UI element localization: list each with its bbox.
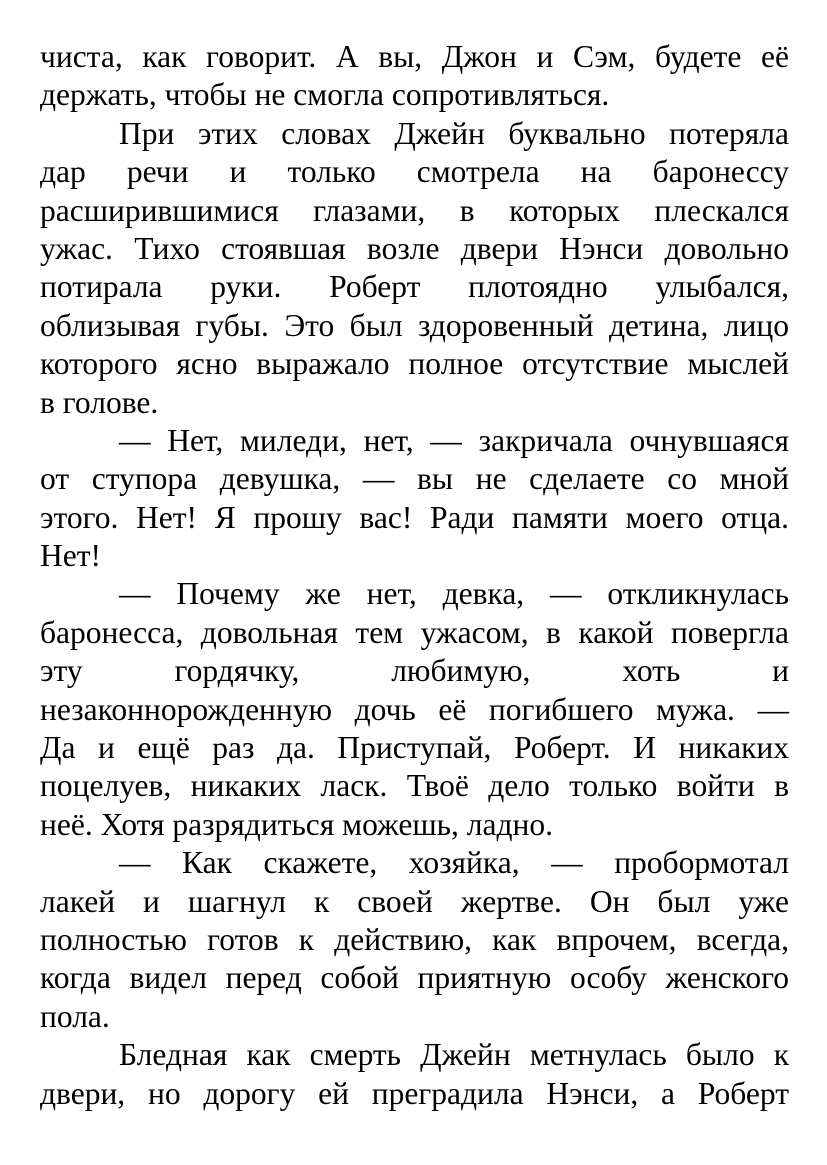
text-line: Бледная как смерть Джейн метнулась было к: [119, 1037, 789, 1073]
text-line: — Нет, миледи, нет, — закричала очнувшаяся: [119, 422, 789, 458]
text-line: держать, чтобы не смогла сопротивляться.: [40, 77, 610, 113]
text-line: от ступора девушка, — вы не сделаете со мной: [40, 461, 789, 497]
text-line: полностью готов к действию, как впрочем, всегда,: [40, 921, 789, 957]
paragraph: [40, 575, 789, 844]
text-line: ужас. Тихо стоявшая возле двери Нэнси довольно: [40, 230, 789, 266]
text-line: облизывая губы. Это был здоровенный детина, лицо: [40, 307, 789, 343]
text-line: При этих словах Джейн буквально потеряла: [119, 115, 789, 151]
text-line: незаконнорожденную дочь её погибшего мужа. —: [40, 691, 789, 727]
paragraph: [40, 1036, 789, 1113]
text-line: Да и ещё раз да. Приступай, Роберт. И никаких: [40, 730, 789, 766]
text-line: в голове.: [40, 384, 159, 420]
text-line: — Как скажете, хозяйка, — пробормотал: [119, 845, 789, 881]
paragraph: [40, 844, 789, 1036]
paragraph: [40, 115, 789, 422]
text-line: когда видел перед собой приятную особу женского: [40, 960, 789, 996]
text-line: пола.: [40, 998, 110, 1034]
text-line: расширившимися глазами, в которых плескался: [40, 192, 789, 228]
text-line: лакей и шагнул к своей жертве. Он был уже: [40, 883, 789, 919]
text-line: поцелуев, никаких ласк. Твоё дело только войти в: [40, 768, 789, 804]
text-line: потирала руки. Роберт плотоядно улыбался,: [40, 269, 789, 305]
text-line: эту гордячку, любимую, хоть и: [40, 653, 789, 689]
text-line: баронесса, довольная тем ужасом, в какой повергла: [40, 614, 789, 650]
text-line: неё. Хотя разрядиться можешь, ладно.: [40, 806, 553, 842]
text-line: Нет!: [40, 538, 101, 574]
paragraph: [40, 422, 789, 576]
paragraph: [40, 38, 789, 115]
text-line: — Почему же нет, девка, — откликнулась: [119, 576, 789, 612]
text-line: дар речи и только смотрела на баронессу: [40, 154, 789, 190]
text-line: чиста, как говорит. А вы, Джон и Сэм, будете её: [40, 39, 789, 74]
text-line: которого ясно выражало полное отсутствие мыслей: [40, 346, 789, 382]
text-line: двери, но дорогу ей преградила Нэнси, а Роберт: [40, 1075, 789, 1111]
text-line: этого. Нет! Я прошу вас! Ради памяти моего отца.: [40, 499, 789, 535]
document-page: [40, 38, 789, 1113]
